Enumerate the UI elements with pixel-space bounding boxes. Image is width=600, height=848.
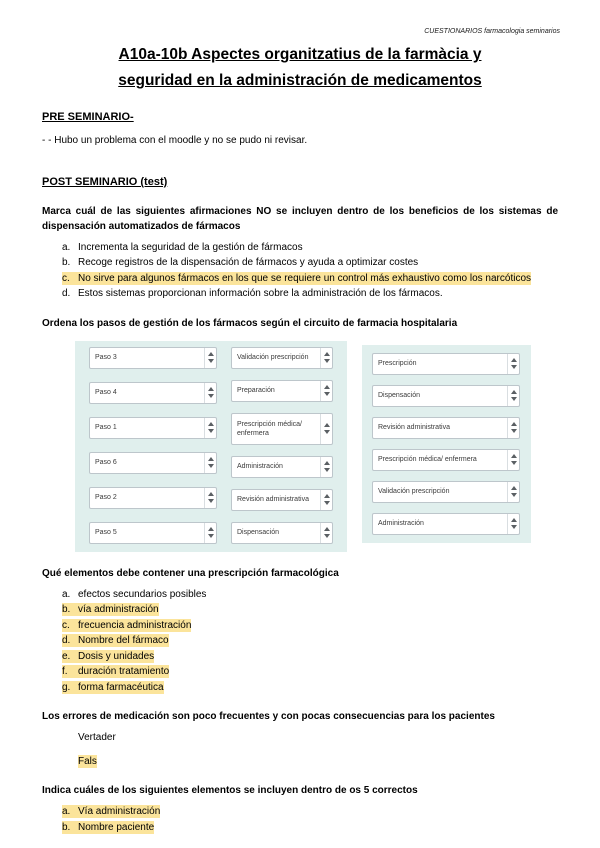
stepper-arrows — [204, 488, 216, 508]
order-select — [372, 449, 520, 471]
order-select-value: Administración — [378, 520, 424, 528]
down-arrow-icon — [511, 461, 517, 465]
order-select — [231, 489, 333, 511]
question-2-text: Ordena los pasos de gestión de los fármacos según el circuito de farmacia hospitalaria — [42, 317, 458, 329]
list-letter: d. — [62, 635, 71, 647]
order-select-value: Validación prescripción — [378, 488, 450, 496]
list-item — [42, 664, 558, 680]
down-arrow-icon — [324, 468, 330, 472]
stepper-arrows — [320, 381, 332, 401]
order-select — [89, 347, 217, 369]
question-4-options — [42, 730, 558, 769]
up-arrow-icon — [511, 486, 517, 490]
option — [78, 732, 116, 743]
up-arrow-icon — [511, 390, 517, 394]
order-select-value: Validación prescripción — [237, 354, 309, 362]
up-arrow-icon — [208, 387, 214, 391]
question-3-options — [42, 587, 558, 696]
list-letter: a. — [62, 806, 71, 818]
down-arrow-icon — [208, 464, 214, 468]
list-letter: d. — [62, 288, 71, 300]
order-select-value: Paso 4 — [95, 389, 117, 397]
list-item — [42, 804, 558, 820]
option — [62, 619, 191, 632]
up-arrow-icon — [324, 352, 330, 356]
header-note: CUESTIONARIOS farmacologia seminarios — [424, 28, 560, 35]
list-item — [42, 602, 558, 618]
ordering-exercise-image — [75, 341, 558, 552]
list-item — [42, 255, 558, 271]
list-item — [42, 633, 558, 649]
order-select-value: Paso 1 — [95, 424, 117, 432]
list-text: Dosis y unidades — [78, 650, 155, 662]
up-arrow-icon — [324, 494, 330, 498]
list-letter: a. — [62, 588, 71, 600]
paso-column — [89, 347, 217, 544]
list-text: Vía administración — [78, 806, 161, 818]
list-item — [42, 587, 558, 603]
up-arrow-icon — [208, 527, 214, 531]
stepper-arrows — [507, 450, 519, 470]
list-item — [42, 649, 558, 665]
order-select-value: Paso 6 — [95, 459, 117, 467]
stepper-arrows — [204, 523, 216, 543]
up-arrow-icon — [208, 492, 214, 496]
up-arrow-icon — [208, 352, 214, 356]
order-select-value: Revisión administrativa — [378, 424, 450, 432]
stepper-arrows — [320, 414, 332, 444]
down-arrow-icon — [324, 534, 330, 538]
order-select — [231, 380, 333, 402]
question-5-options — [42, 804, 558, 835]
list-item — [42, 820, 558, 836]
answer-column — [372, 353, 520, 535]
list-letter: b. — [62, 257, 71, 269]
down-arrow-icon — [511, 525, 517, 529]
order-select-value: Prescripción médica/ enfermera — [378, 456, 477, 464]
list-letter: b. — [62, 604, 71, 616]
exercise-right-panel — [362, 345, 531, 543]
order-select-value: Dispensación — [237, 529, 280, 537]
option — [62, 288, 443, 299]
up-arrow-icon — [324, 527, 330, 531]
question-5-text: Indica cuáles de los siguientes elementos se incluyen dentro de os 5 correctos — [42, 785, 418, 797]
list-text: Nombre paciente — [78, 821, 155, 833]
order-select-value: Prescripción — [378, 360, 417, 368]
list-text: Incrementa la seguridad de la gestión de fármacos — [78, 241, 303, 253]
option — [62, 805, 160, 818]
option — [62, 242, 303, 253]
option — [62, 650, 154, 663]
stepper-arrows — [507, 514, 519, 534]
list-text: Vertader — [78, 732, 116, 744]
list-item — [42, 286, 558, 302]
option — [62, 681, 164, 694]
list-text: Recoge registros de la dispensación de fármacos y ayuda a optimizar costes — [78, 257, 419, 269]
option — [62, 821, 154, 834]
order-select — [231, 347, 333, 369]
list-text: No sirve para algunos fármacos en los que se requiere un control más exhaustivo como los narcóticos — [78, 272, 532, 284]
up-arrow-icon — [324, 461, 330, 465]
order-select-value: Paso 3 — [95, 354, 117, 362]
down-arrow-icon — [208, 499, 214, 503]
option — [62, 257, 418, 268]
order-select — [89, 417, 217, 439]
list-item — [42, 618, 558, 634]
list-text: Nombre del fármaco — [78, 635, 169, 647]
stepper-arrows — [507, 354, 519, 374]
list-item — [42, 680, 558, 696]
down-arrow-icon — [511, 397, 517, 401]
list-text: efectos secundarios posibles — [78, 588, 207, 600]
order-select-value: Preparación — [237, 387, 275, 395]
list-text: Estos sistemas proporcionan información sobre la administración de los fármacos. — [78, 288, 443, 300]
list-text: Fals — [78, 755, 97, 767]
up-arrow-icon — [511, 518, 517, 522]
list-letter: g. — [62, 681, 71, 693]
order-select — [372, 513, 520, 535]
exercise-left-panel — [75, 341, 347, 552]
question-4-text: Los errores de medicación son poco frecuentes y con pocas consecuencias para los pacientes — [42, 711, 495, 723]
down-arrow-icon — [324, 430, 330, 434]
list-text: forma farmacéutica — [78, 681, 164, 693]
order-select — [89, 487, 217, 509]
option — [62, 665, 169, 678]
up-arrow-icon — [324, 423, 330, 427]
stepper-arrows — [507, 482, 519, 502]
down-arrow-icon — [208, 359, 214, 363]
step-column — [231, 347, 333, 544]
order-select — [372, 417, 520, 439]
list-text: duración tratamiento — [78, 666, 170, 678]
order-select-value: Dispensación — [378, 392, 421, 400]
down-arrow-icon — [208, 394, 214, 398]
up-arrow-icon — [511, 422, 517, 426]
order-select — [372, 481, 520, 503]
order-select — [372, 385, 520, 407]
list-item — [42, 730, 558, 746]
post-seminario-heading: POST SEMINARIO (test) — [42, 175, 168, 188]
stepper-arrows — [320, 348, 332, 368]
order-select — [231, 413, 333, 445]
order-select-value: Paso 5 — [95, 529, 117, 537]
stepper-arrows — [204, 383, 216, 403]
list-text: frecuencia administración — [78, 619, 192, 631]
order-select-value: Paso 2 — [95, 494, 117, 502]
list-letter: e. — [62, 650, 71, 662]
stepper-arrows — [320, 490, 332, 510]
question-1-text: Marca cuál de las siguientes afirmaciones NO se incluyen dentro de los beneficios de los sistemas de dispensación automatizados de fármacos — [42, 205, 558, 232]
down-arrow-icon — [511, 365, 517, 369]
question-1-options — [42, 240, 558, 302]
option — [62, 634, 169, 647]
up-arrow-icon — [511, 358, 517, 362]
order-select — [231, 522, 333, 544]
stepper-arrows — [204, 348, 216, 368]
order-select — [372, 353, 520, 375]
order-select — [89, 452, 217, 474]
stepper-arrows — [507, 386, 519, 406]
up-arrow-icon — [208, 457, 214, 461]
order-select — [89, 522, 217, 544]
list-item — [42, 271, 558, 287]
list-item — [42, 754, 558, 770]
stepper-arrows — [507, 418, 519, 438]
down-arrow-icon — [324, 392, 330, 396]
option — [62, 272, 531, 285]
title-line-2: seguridad en la administración de medicamentos — [118, 72, 482, 90]
list-letter: a. — [62, 241, 71, 253]
down-arrow-icon — [324, 359, 330, 363]
down-arrow-icon — [511, 493, 517, 497]
order-select — [231, 456, 333, 478]
stepper-arrows — [204, 453, 216, 473]
down-arrow-icon — [208, 534, 214, 538]
list-item — [42, 240, 558, 256]
option — [62, 589, 206, 600]
pre-seminario-heading: PRE SEMINARIO- — [42, 110, 134, 123]
pre-seminario-note: - - Hubo un problema con el moodle y no se pudo ni revisar. — [42, 134, 308, 146]
document-title — [42, 42, 558, 95]
question-3-text: Qué elementos debe contener una prescripción farmacológica — [42, 567, 339, 579]
list-letter: c. — [62, 619, 70, 631]
order-select-value: Revisión administrativa — [237, 496, 309, 504]
order-select — [89, 382, 217, 404]
list-letter: c. — [62, 272, 70, 284]
list-text: vía administración — [78, 604, 159, 616]
down-arrow-icon — [324, 501, 330, 505]
title-line-1: A10a-10b Aspectes organitzatius de la farmàcia y — [118, 46, 482, 63]
down-arrow-icon — [511, 429, 517, 433]
order-select-value: Administración — [237, 463, 283, 471]
up-arrow-icon — [511, 454, 517, 458]
option — [62, 603, 159, 616]
list-letter: b. — [62, 821, 71, 833]
stepper-arrows — [320, 457, 332, 477]
stepper-arrows — [204, 418, 216, 438]
option — [78, 755, 97, 768]
up-arrow-icon — [208, 422, 214, 426]
stepper-arrows — [320, 523, 332, 543]
down-arrow-icon — [208, 429, 214, 433]
up-arrow-icon — [324, 385, 330, 389]
list-letter: f. — [62, 666, 68, 678]
order-select-value: Prescripción médica/ enfermera — [237, 420, 302, 437]
